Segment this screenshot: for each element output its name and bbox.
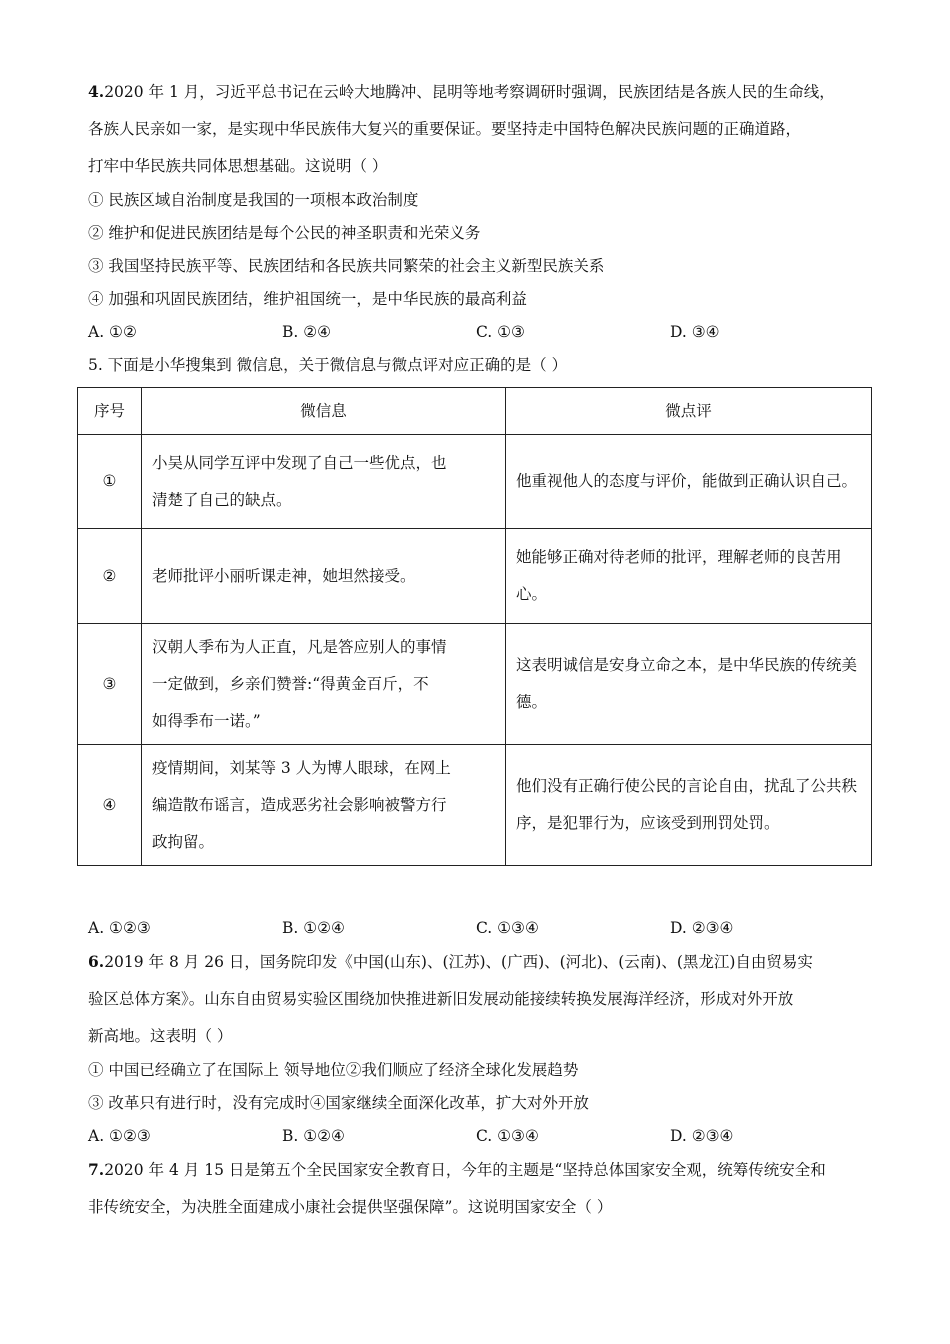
q4-statement-3: ③ 我国坚持民族平等、民族团结和各民族共同繁荣的社会主义新型民族关系 <box>88 257 605 275</box>
row-info: 老师批评小丽听课走神，她坦然接受。 <box>142 529 506 624</box>
q6-stem-line-1: 6.2019 年 8 月 26 日，国务院印发《中国(山东)、(江苏)、(广西)、(河北)、(云南)、(黑龙江)自由贸易实 <box>88 952 813 971</box>
q6-statement-1: ① 中国已经确立了在国际上 领导地位②我们顺应了经济全球化发展趋势 <box>88 1061 579 1079</box>
q5-option-b[interactable]: B. ①②④ <box>282 919 345 937</box>
row-comment: 他们没有正确行使公民的言论自由，扰乱了公共秩 序，是犯罪行为，应该受到刑罚处罚。 <box>506 745 872 866</box>
q4-statement-4: ④ 加强和巩固民族团结，维护祖国统一，是中华民族的最高利益 <box>88 290 527 308</box>
row-comment: 她能够正确对待老师的批评，理解老师的良苦用 心。 <box>506 529 872 624</box>
row-serial: ③ <box>78 624 142 745</box>
q4-number: 4. <box>88 82 105 101</box>
q4-statement-2: ② 维护和促进民族团结是每个公民的神圣职责和光荣义务 <box>88 224 481 242</box>
q7-stem-line-2: 非传统安全，为决胜全面建成小康社会提供坚强保障”。这说明国家安全（ ） <box>88 1198 613 1216</box>
q4-option-a[interactable]: A. ①② <box>88 323 137 341</box>
header-serial: 序号 <box>78 388 142 435</box>
q4-statement-1: ① 民族区域自治制度是我国的一项根本政治制度 <box>88 191 419 209</box>
row-serial: ② <box>78 529 142 624</box>
q7-stem-line-1: 7.2020 年 4 月 15 日是第五个全民国家安全教育日，今年的主题是“坚持总体国家安全观，统筹传统安全和 <box>88 1160 826 1179</box>
row-serial: ① <box>78 435 142 529</box>
table-header-row <box>78 388 872 435</box>
q6-option-d[interactable]: D. ②③④ <box>670 1127 734 1145</box>
row-info: 汉朝人季布为人正直，凡是答应别人的事情 一定做到，乡亲们赞誉:“得黄金百斤，不 如得季布一诺。” <box>142 624 506 745</box>
q6-option-a[interactable]: A. ①②③ <box>88 1127 151 1145</box>
q6-option-c[interactable]: C. ①③④ <box>476 1127 539 1145</box>
q4-option-b[interactable]: B. ②④ <box>282 323 332 341</box>
table-row <box>78 624 872 745</box>
q4-option-d[interactable]: D. ③④ <box>670 323 720 341</box>
q4-option-c[interactable]: C. ①③ <box>476 323 525 341</box>
row-serial: ④ <box>78 745 142 866</box>
row-comment: 他重视他人的态度与评价，能做到正确认识自己。 <box>506 435 872 529</box>
row-comment: 这表明诚信是安身立命之本，是中华民族的传统美 德。 <box>506 624 872 745</box>
q5-option-c[interactable]: C. ①③④ <box>476 919 539 937</box>
row-info: 小吴从同学互评中发现了自己一些优点，也 清楚了自己的缺点。 <box>142 435 506 529</box>
q4-stem-line-3: 打牢中华民族共同体思想基础。这说明（ ） <box>88 157 388 175</box>
q6-option-b[interactable]: B. ①②④ <box>282 1127 345 1145</box>
q6-statement-2: ③ 改革只有进行时，没有完成时④国家继续全面深化改革，扩大对外开放 <box>88 1094 589 1112</box>
q5-option-a[interactable]: A. ①②③ <box>88 919 151 937</box>
table-row <box>78 745 872 866</box>
table-row <box>78 529 872 624</box>
q5-stem: 5. 下面是小华搜集到 微信息，关于微信息与微点评对应正确的是（ ） <box>88 356 568 374</box>
header-comment: 微点评 <box>506 388 872 435</box>
q6-stem-line-2: 验区总体方案》。山东自由贸易实验区围绕加快推进新旧发展动能接续转换发展海洋经济，形成对外开放 <box>88 990 794 1008</box>
q6-number: 6. <box>88 952 105 971</box>
q5-option-d[interactable]: D. ②③④ <box>670 919 734 937</box>
q4-stem-line-2: 各族人民亲如一家，是实现中华民族伟大复兴的重要保证。要坚持走中国特色解决民族问题的正确道路， <box>88 120 802 138</box>
q4-stem-line-1: 4.2020 年 1 月，习近平总书记在云岭大地腾冲、昆明等地考察调研时强调，民族团结是各族人民的生命线， <box>88 82 835 101</box>
q7-number: 7. <box>88 1160 105 1179</box>
q6-stem-line-3: 新高地。这表明（ ） <box>88 1027 233 1045</box>
q5-table <box>77 387 872 866</box>
header-info: 微信息 <box>142 388 506 435</box>
row-info: 疫情期间，刘某等 3 人为博人眼球，在网上 编造散布谣言，造成恶劣社会影响被警方行 政拘留。 <box>142 745 506 866</box>
table-row <box>78 435 872 529</box>
